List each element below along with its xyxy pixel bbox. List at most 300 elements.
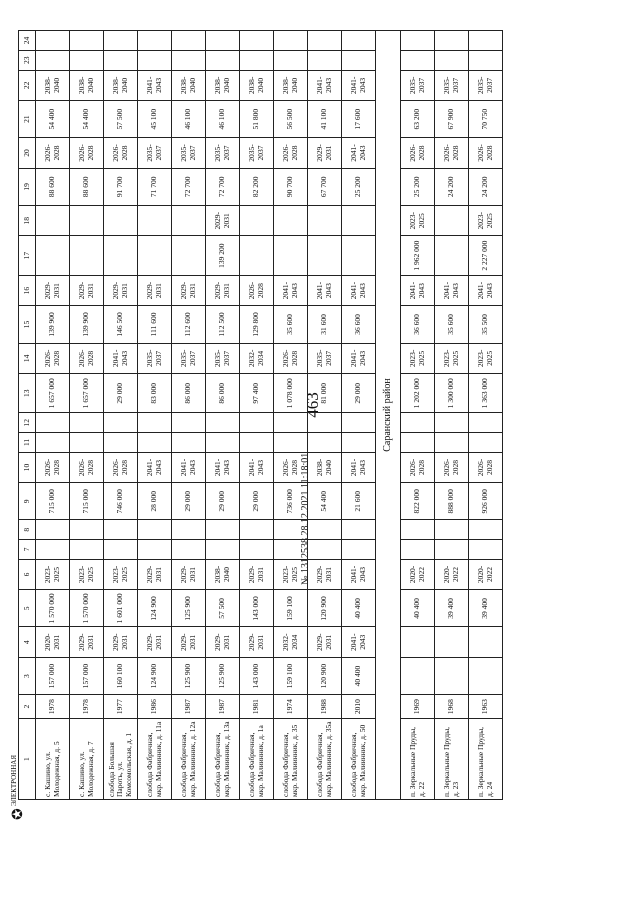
- table-cell: [70, 540, 104, 560]
- table-cell: [206, 433, 240, 453]
- table-cell: 29 000: [172, 483, 206, 520]
- table-cell: [240, 520, 274, 540]
- table-cell: 159 100: [274, 590, 308, 627]
- table-cell: 70 750: [469, 101, 503, 138]
- table-cell: [240, 413, 274, 433]
- table-cell: [36, 540, 70, 560]
- table-cell: 31 600: [308, 306, 342, 343]
- table-cell: 2029-2031: [206, 275, 240, 306]
- table-row: [70, 31, 104, 800]
- table-row: [469, 31, 503, 800]
- table-cell: 1981: [240, 695, 274, 719]
- table-cell: 1 300 000: [435, 374, 469, 413]
- table-cell: 2035-2037: [206, 138, 240, 169]
- table-cell: 2023-2025: [401, 205, 435, 236]
- table-cell: 2041-2043: [342, 343, 376, 374]
- emblem-icon: ✪: [11, 808, 26, 820]
- table-cell: 822 000: [401, 483, 435, 520]
- table-cell: 157 000: [70, 658, 104, 695]
- column-number: 14: [19, 343, 36, 374]
- address-cell: слобода Фабричная, мкр. Малиинник, д. 13а: [206, 719, 240, 800]
- table-cell: 2026-2028: [36, 452, 70, 483]
- table-cell: 72 700: [206, 168, 240, 205]
- table-body-section: [401, 31, 503, 800]
- table-cell: 83 000: [138, 374, 172, 413]
- address-cell: слобода Фабричная, мкр. Малиинник, д. 12а: [172, 719, 206, 800]
- table-row: [401, 31, 435, 800]
- table-cell: 54 400: [36, 101, 70, 138]
- table-cell: [401, 520, 435, 540]
- table-cell: [274, 236, 308, 275]
- table-cell: 29 000: [342, 374, 376, 413]
- table-cell: 2029-2031: [70, 627, 104, 658]
- table-cell: [36, 433, 70, 453]
- table-row: [308, 31, 342, 800]
- table-cell: [70, 50, 104, 70]
- table-cell: 90 700: [274, 168, 308, 205]
- table-cell: 39 400: [435, 590, 469, 627]
- table-cell: [36, 205, 70, 236]
- table-cell: [240, 31, 274, 51]
- table-cell: 2026-2028: [469, 138, 503, 169]
- table-cell: [435, 413, 469, 433]
- table-cell: 46 100: [172, 101, 206, 138]
- table-cell: 63 200: [401, 101, 435, 138]
- table-cell: [172, 236, 206, 275]
- table-cell: 746 000: [104, 483, 138, 520]
- table-cell: [104, 520, 138, 540]
- table-cell: 2026-2028: [435, 138, 469, 169]
- table-cell: [435, 236, 469, 275]
- table-cell: 2020-2022: [435, 559, 469, 590]
- table-cell: [172, 413, 206, 433]
- table-cell: [104, 540, 138, 560]
- table-cell: [138, 433, 172, 453]
- table-cell: [206, 520, 240, 540]
- table-cell: [240, 433, 274, 453]
- table-row: [138, 31, 172, 800]
- table-cell: 81 000: [308, 374, 342, 413]
- table-cell: 24 200: [469, 168, 503, 205]
- column-number: 10: [19, 452, 36, 483]
- table-cell: 159 100: [274, 658, 308, 695]
- table-cell: 2026-2028: [401, 452, 435, 483]
- table-cell: 2029-2031: [70, 275, 104, 306]
- table-cell: 71 700: [138, 168, 172, 205]
- column-number: 9: [19, 483, 36, 520]
- table-cell: 2029-2031: [172, 275, 206, 306]
- address-cell: п. Зеркальные Пруды, д. 23: [435, 719, 469, 800]
- table-cell: [342, 236, 376, 275]
- column-number: 16: [19, 275, 36, 306]
- table-cell: [435, 627, 469, 658]
- table-cell: 1987: [206, 695, 240, 719]
- table-cell: [308, 50, 342, 70]
- table-cell: 2041-2043: [342, 138, 376, 169]
- table-cell: 2035-2037: [435, 70, 469, 101]
- table-row: [342, 31, 376, 800]
- column-number: 22: [19, 70, 36, 101]
- column-number: 2: [19, 695, 36, 719]
- table-cell: [342, 50, 376, 70]
- table-cell: 2029-2031: [308, 627, 342, 658]
- table-cell: [274, 520, 308, 540]
- table-cell: [240, 50, 274, 70]
- table-cell: [138, 236, 172, 275]
- address-cell: слобода Фабричная, мкр. Малиинник, д. 50: [342, 719, 376, 800]
- table-cell: 1986: [138, 695, 172, 719]
- table-cell: [70, 31, 104, 51]
- table-cell: 2038-2040: [104, 70, 138, 101]
- table-cell: 2041-2043: [342, 627, 376, 658]
- table-cell: [36, 413, 70, 433]
- table-cell: 715 000: [70, 483, 104, 520]
- table-cell: [36, 520, 70, 540]
- table-cell: [308, 433, 342, 453]
- table-cell: 125 900: [172, 658, 206, 695]
- table-cell: 86 000: [206, 374, 240, 413]
- table-cell: 17 600: [342, 101, 376, 138]
- table-cell: 736 000: [274, 483, 308, 520]
- table-cell: 2038-2040: [206, 559, 240, 590]
- table-cell: [138, 50, 172, 70]
- table-cell: [138, 31, 172, 51]
- table-cell: 139 900: [70, 306, 104, 343]
- table-cell: 120 900: [308, 658, 342, 695]
- table-cell: [469, 520, 503, 540]
- table-cell: 2041-2043: [342, 452, 376, 483]
- table-cell: [308, 540, 342, 560]
- table-cell: 2041-2043: [342, 559, 376, 590]
- table-cell: 2041-2043: [342, 70, 376, 101]
- table-cell: 40 400: [342, 590, 376, 627]
- table-cell: 2029-2031: [308, 138, 342, 169]
- table-cell: [206, 540, 240, 560]
- table-cell: 2023-2025: [104, 559, 138, 590]
- table-cell: [138, 205, 172, 236]
- table-cell: [308, 413, 342, 433]
- table-cell: [308, 205, 342, 236]
- register-note: № 1312538 28.12.2021 11:18:01: [300, 452, 311, 585]
- table-cell: [138, 540, 172, 560]
- table-cell: 57 500: [206, 590, 240, 627]
- table-cell: 29 000: [240, 483, 274, 520]
- table-cell: 2020-2022: [401, 559, 435, 590]
- table-row: [274, 31, 308, 800]
- table-cell: 56 500: [274, 101, 308, 138]
- table-cell: 160 100: [104, 658, 138, 695]
- table-cell: 45 100: [138, 101, 172, 138]
- table-cell: 35 500: [469, 306, 503, 343]
- table-cell: 124 900: [138, 658, 172, 695]
- table-cell: [435, 31, 469, 51]
- table-cell: 2038-2040: [36, 70, 70, 101]
- column-number: 4: [19, 627, 36, 658]
- table-row: [172, 31, 206, 800]
- table-cell: [435, 50, 469, 70]
- table-cell: 1 202 000: [401, 374, 435, 413]
- column-number: 8: [19, 520, 36, 540]
- table-cell: [70, 205, 104, 236]
- table-cell: 2035-2037: [172, 343, 206, 374]
- table-cell: [469, 31, 503, 51]
- table-cell: 2 227 000: [469, 236, 503, 275]
- table-cell: [308, 236, 342, 275]
- page-number: 463: [302, 392, 322, 418]
- table-cell: [172, 50, 206, 70]
- table-cell: [342, 520, 376, 540]
- column-number: 15: [19, 306, 36, 343]
- address-cell: слобода Фабричная, мкр. Малиинник, д. 1а: [240, 719, 274, 800]
- table-cell: 2041-2043: [240, 452, 274, 483]
- table-cell: 143 000: [240, 590, 274, 627]
- table-cell: 111 600: [138, 306, 172, 343]
- column-number: 17: [19, 236, 36, 275]
- column-number: 23: [19, 50, 36, 70]
- table-cell: 2029-2031: [104, 275, 138, 306]
- table-cell: 2035-2037: [206, 343, 240, 374]
- table-cell: 2038-2040: [274, 70, 308, 101]
- table-cell: [104, 205, 138, 236]
- table-cell: 926 000: [469, 483, 503, 520]
- table-cell: 2035-2037: [308, 343, 342, 374]
- table-cell: [206, 413, 240, 433]
- table-cell: 112 500: [206, 306, 240, 343]
- table-row: [36, 31, 70, 800]
- table-cell: 2026-2028: [240, 275, 274, 306]
- table-cell: 1974: [274, 695, 308, 719]
- table-cell: 2026-2028: [274, 343, 308, 374]
- column-number: 13: [19, 374, 36, 413]
- address-cell: слобода Большая Пароть, ул. Комсомольская, д. 1: [104, 719, 138, 800]
- table-cell: 88 600: [36, 168, 70, 205]
- table-cell: 1963: [469, 695, 503, 719]
- table-cell: [104, 413, 138, 433]
- table-cell: [70, 413, 104, 433]
- table-cell: 2026-2028: [401, 138, 435, 169]
- table-cell: 46 100: [206, 101, 240, 138]
- table-cell: [104, 50, 138, 70]
- table-cell: 67 900: [435, 101, 469, 138]
- table-cell: 2023-2025: [469, 343, 503, 374]
- table-cell: 1988: [308, 695, 342, 719]
- table-cell: 2029-2031: [308, 559, 342, 590]
- table-cell: 112 600: [172, 306, 206, 343]
- table-cell: 40 400: [342, 658, 376, 695]
- table-cell: 2041-2043: [206, 452, 240, 483]
- table-cell: 2035-2037: [240, 138, 274, 169]
- table-cell: 1 570 000: [36, 590, 70, 627]
- column-number: 5: [19, 590, 36, 627]
- table-cell: [274, 433, 308, 453]
- table-cell: 715 000: [36, 483, 70, 520]
- table-cell: 129 800: [240, 306, 274, 343]
- table-cell: 1969: [401, 695, 435, 719]
- column-number: 24: [19, 31, 36, 51]
- table-cell: [172, 433, 206, 453]
- housing-repair-table: [18, 30, 503, 800]
- table-cell: 143 000: [240, 658, 274, 695]
- table-cell: 2023-2025: [401, 343, 435, 374]
- column-number: 18: [19, 205, 36, 236]
- table-cell: 1987: [172, 695, 206, 719]
- table-cell: [36, 236, 70, 275]
- table-cell: [342, 540, 376, 560]
- table-cell: 2041-2043: [138, 452, 172, 483]
- table-cell: [469, 433, 503, 453]
- table-cell: [70, 520, 104, 540]
- table-cell: 888 000: [435, 483, 469, 520]
- table-cell: 28 000: [138, 483, 172, 520]
- table-cell: [342, 205, 376, 236]
- address-cell: с. Кашино, ул. Молодежная, д. 7: [70, 719, 104, 800]
- table-cell: 2026-2028: [104, 452, 138, 483]
- table-cell: [401, 658, 435, 695]
- table-cell: [36, 31, 70, 51]
- table-cell: 24 200: [435, 168, 469, 205]
- section-title: Саранский район: [376, 31, 401, 800]
- table-cell: [138, 413, 172, 433]
- table-cell: 2026-2028: [36, 343, 70, 374]
- table-cell: 2041-2043: [138, 70, 172, 101]
- address-cell: с. Кашино, ул. Молодежная, д. 5: [36, 719, 70, 800]
- table-cell: [435, 520, 469, 540]
- table-cell: 36 600: [401, 306, 435, 343]
- table-cell: [342, 433, 376, 453]
- stamp-text: ЭЛЕКТРОННАЯ: [10, 754, 18, 806]
- column-number-row: [19, 31, 36, 800]
- table-cell: 1 363 000: [469, 374, 503, 413]
- table-cell: 2041-2043: [308, 275, 342, 306]
- table-cell: 2029-2031: [172, 559, 206, 590]
- table-cell: [274, 31, 308, 51]
- table-cell: [172, 31, 206, 51]
- table-cell: 2038-2040: [308, 452, 342, 483]
- table-cell: [104, 236, 138, 275]
- table-cell: 2035-2037: [401, 70, 435, 101]
- table-cell: 1 657 000: [70, 374, 104, 413]
- table-cell: 2029-2031: [36, 275, 70, 306]
- column-number: 7: [19, 540, 36, 560]
- table-cell: [104, 31, 138, 51]
- table-cell: [469, 540, 503, 560]
- table-cell: [435, 540, 469, 560]
- table-cell: 29 000: [206, 483, 240, 520]
- table-cell: 120 900: [308, 590, 342, 627]
- column-number: 21: [19, 101, 36, 138]
- table-cell: [104, 433, 138, 453]
- table-row: [240, 31, 274, 800]
- table-cell: [469, 50, 503, 70]
- table-cell: 2026-2028: [70, 343, 104, 374]
- table-cell: [435, 433, 469, 453]
- table-cell: [70, 433, 104, 453]
- table-cell: 2026-2028: [469, 452, 503, 483]
- address-cell: п. Зеркальные Пруды, д. 22: [401, 719, 435, 800]
- table-cell: 39 400: [469, 590, 503, 627]
- table-cell: [342, 413, 376, 433]
- table-cell: 2041-2043: [104, 343, 138, 374]
- table-cell: [401, 31, 435, 51]
- table-cell: 2010: [342, 695, 376, 719]
- table-cell: [401, 50, 435, 70]
- table-cell: 36 600: [342, 306, 376, 343]
- table-cell: [342, 31, 376, 51]
- address-cell: слобода Фабричная, мкр. Малиинник, д. 35а: [308, 719, 342, 800]
- table-cell: 1 601 000: [104, 590, 138, 627]
- table-cell: 2032-2034: [274, 627, 308, 658]
- rotated-table-container: [18, 30, 640, 800]
- table-cell: [435, 658, 469, 695]
- table-cell: 2038-2040: [172, 70, 206, 101]
- table-cell: 97 400: [240, 374, 274, 413]
- table-cell: 1 962 000: [401, 236, 435, 275]
- table-cell: 2023-2025: [469, 205, 503, 236]
- table-cell: [274, 205, 308, 236]
- table-cell: [469, 413, 503, 433]
- address-cell: п. Зеркальные Пруды, д. 24: [469, 719, 503, 800]
- table-cell: 57 500: [104, 101, 138, 138]
- table-cell: 2029-2031: [172, 627, 206, 658]
- table-cell: [206, 50, 240, 70]
- table-cell: 2029-2031: [206, 205, 240, 236]
- column-number: 1: [19, 719, 36, 800]
- table-cell: 2029-2031: [138, 275, 172, 306]
- table-cell: 2029-2031: [240, 559, 274, 590]
- column-number: 20: [19, 138, 36, 169]
- table-cell: [469, 658, 503, 695]
- section-row: [376, 31, 401, 800]
- table-cell: 67 700: [308, 168, 342, 205]
- table-cell: 2032-2034: [240, 343, 274, 374]
- table-cell: [469, 627, 503, 658]
- table-cell: 2041-2043: [172, 452, 206, 483]
- column-number: 6: [19, 559, 36, 590]
- table-cell: 125 900: [206, 658, 240, 695]
- table-cell: 2029-2031: [206, 627, 240, 658]
- table-cell: 2035-2037: [469, 70, 503, 101]
- table-cell: 25 200: [342, 168, 376, 205]
- table-cell: [401, 540, 435, 560]
- table-cell: 41 100: [308, 101, 342, 138]
- table-cell: 2041-2043: [401, 275, 435, 306]
- table-cell: 54 400: [70, 101, 104, 138]
- table-cell: 51 800: [240, 101, 274, 138]
- table-cell: 86 000: [172, 374, 206, 413]
- table-cell: 2026-2028: [104, 138, 138, 169]
- table-cell: 2020-2031: [36, 627, 70, 658]
- table-cell: 2026-2028: [70, 138, 104, 169]
- table-cell: 1 078 000: [274, 374, 308, 413]
- table-cell: 21 600: [342, 483, 376, 520]
- table-row: [104, 31, 138, 800]
- table-cell: [308, 31, 342, 51]
- table-cell: 1978: [70, 695, 104, 719]
- table-cell: 2041-2043: [342, 275, 376, 306]
- table-cell: [70, 236, 104, 275]
- table-cell: 2026-2028: [36, 138, 70, 169]
- table-row: [435, 31, 469, 800]
- table-cell: 2023-2025: [274, 559, 308, 590]
- table-cell: 54 400: [308, 483, 342, 520]
- table-body-main: [36, 31, 376, 800]
- table-cell: 2026-2028: [274, 138, 308, 169]
- table-cell: 139 200: [206, 236, 240, 275]
- table-cell: 40 400: [401, 590, 435, 627]
- table-cell: 125 900: [172, 590, 206, 627]
- table-cell: 91 700: [104, 168, 138, 205]
- column-number: 3: [19, 658, 36, 695]
